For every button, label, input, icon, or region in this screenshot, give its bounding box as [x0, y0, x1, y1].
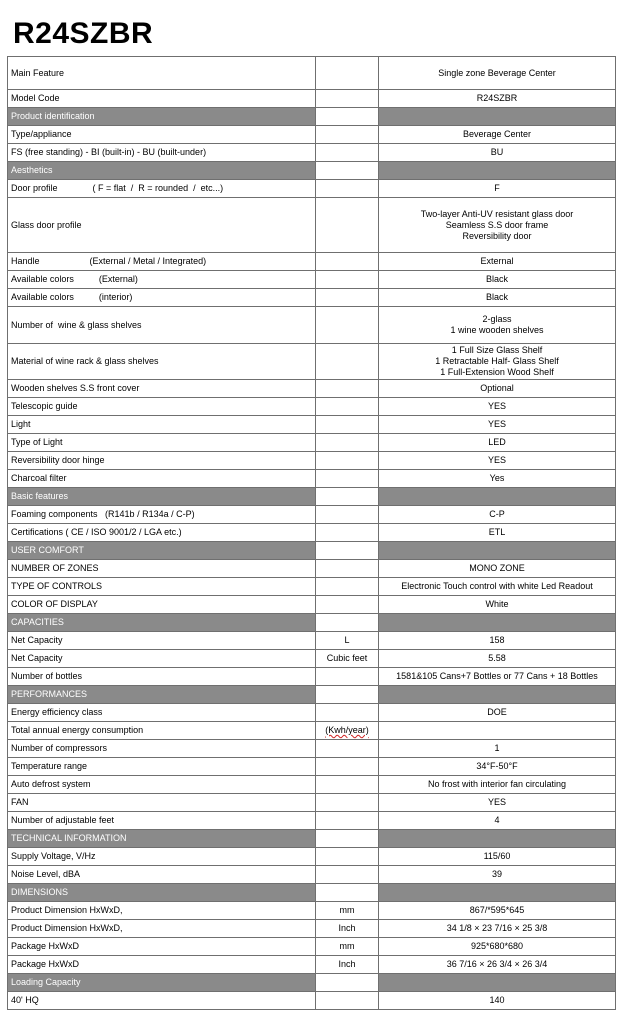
spec-unit — [316, 416, 379, 434]
spec-row — [8, 848, 616, 866]
spec-unit — [316, 866, 379, 884]
spec-value-line: 115/60 — [483, 851, 511, 861]
spec-unit — [316, 488, 379, 506]
spec-value-line: 36 7/16 × 26 3/4 × 26 3/4 — [446, 959, 548, 969]
spec-value-line: Electronic Touch control with white Led Readout — [401, 581, 593, 591]
spec-value-line: 34°F-50°F — [476, 761, 518, 771]
spec-unit — [316, 578, 379, 596]
spec-label: Number of wine & glass shelves — [8, 307, 316, 344]
spec-value — [379, 920, 616, 938]
spec-value — [379, 542, 616, 560]
spec-unit — [316, 650, 379, 668]
spec-value-line: F — [494, 183, 500, 193]
spec-value-line: Single zone Beverage Center — [438, 67, 556, 78]
spec-value-line: MONO ZONE — [469, 563, 525, 573]
spec-row — [8, 650, 616, 668]
spec-unit — [316, 632, 379, 650]
spec-value — [379, 812, 616, 830]
spec-row — [8, 90, 616, 108]
spec-row — [8, 398, 616, 416]
spec-value — [379, 614, 616, 632]
spec-value-line: Two-layer Anti-UV resistant glass door — [420, 208, 574, 219]
spec-value-line: DOE — [487, 707, 507, 717]
spec-value — [379, 794, 616, 812]
spec-value — [379, 398, 616, 416]
spec-label: Net Capacity — [8, 650, 316, 668]
spec-value-line: 5.58 — [488, 653, 506, 663]
spec-label: Main Feature — [8, 57, 316, 90]
spec-row — [8, 632, 616, 650]
spec-row — [8, 506, 616, 524]
spec-unit-text: mm — [339, 905, 355, 915]
spec-value — [379, 650, 616, 668]
spec-value-line: 867/*595*645 — [469, 905, 525, 915]
spec-label: Total annual energy consumption — [8, 722, 316, 740]
spec-label: 40' HQ — [8, 992, 316, 1010]
spec-unit — [316, 722, 379, 740]
spec-unit — [316, 956, 379, 974]
spec-value-line: 1 Full-Extension Wood Shelf — [440, 367, 554, 377]
spec-value — [379, 452, 616, 470]
spec-label: Package HxWxD — [8, 938, 316, 956]
spec-unit — [316, 938, 379, 956]
spec-value-line: BU — [490, 147, 504, 157]
spec-unit — [316, 920, 379, 938]
section-title: CAPACITIES — [8, 614, 316, 632]
spec-value — [379, 704, 616, 722]
spec-value — [379, 470, 616, 488]
spec-value-line: 4 — [494, 815, 500, 825]
spec-label: Type of Light — [8, 434, 316, 452]
spec-value — [379, 57, 616, 90]
section-title: Product identification — [8, 108, 316, 126]
spec-label: Telescopic guide — [8, 398, 316, 416]
spec-row — [8, 524, 616, 542]
spec-value-line: YES — [487, 455, 506, 465]
spec-table-body — [8, 57, 616, 1010]
spec-label: Light — [8, 416, 316, 434]
section-header-row — [8, 614, 616, 632]
spec-value — [379, 992, 616, 1010]
section-header-row — [8, 542, 616, 560]
spec-value — [379, 126, 616, 144]
section-header-row — [8, 488, 616, 506]
spec-unit — [316, 902, 379, 920]
spec-unit — [316, 289, 379, 307]
spec-unit — [316, 776, 379, 794]
spec-label: Number of compressors — [8, 740, 316, 758]
spec-value-line: External — [480, 256, 514, 266]
spec-value — [379, 180, 616, 198]
spec-value-line: 34 1/8 × 23 7/16 × 25 3/8 — [446, 923, 548, 933]
spec-unit — [316, 992, 379, 1010]
spec-value — [379, 740, 616, 758]
spec-row — [8, 722, 616, 740]
spec-value — [379, 938, 616, 956]
spec-value — [379, 884, 616, 902]
spec-value-line: Optional — [480, 383, 514, 393]
section-title: USER COMFORT — [8, 542, 316, 560]
spec-value — [379, 90, 616, 108]
section-title: DIMENSIONS — [8, 884, 316, 902]
section-header-row — [8, 974, 616, 992]
spec-value-line: Yes — [489, 473, 505, 483]
spec-value — [379, 416, 616, 434]
spec-value — [379, 866, 616, 884]
spec-label: NUMBER OF ZONES — [8, 560, 316, 578]
spec-row — [8, 198, 616, 253]
spec-unit-text: Inch — [338, 959, 356, 969]
spec-label: Product Dimension HxWxD, — [8, 920, 316, 938]
spec-unit — [316, 524, 379, 542]
spec-value-line: 2-glass — [482, 314, 512, 324]
spec-label: Glass door profile — [8, 198, 316, 253]
spec-unit — [316, 740, 379, 758]
spec-label: Available colors (External) — [8, 271, 316, 289]
spec-unit — [316, 126, 379, 144]
spec-unit — [316, 144, 379, 162]
spec-value-line: 158 — [489, 635, 505, 645]
spec-row — [8, 253, 616, 271]
spec-row — [8, 470, 616, 488]
spec-row — [8, 668, 616, 686]
spec-unit — [316, 57, 379, 90]
spec-value-line: Black — [485, 292, 508, 302]
spec-unit — [316, 307, 379, 344]
spec-row — [8, 740, 616, 758]
spec-value-line: 1 wine wooden shelves — [450, 325, 544, 335]
spec-row — [8, 866, 616, 884]
spec-value-line: YES — [487, 419, 506, 429]
page-title: R24SZBR — [13, 17, 154, 50]
spec-value — [379, 380, 616, 398]
spec-row — [8, 776, 616, 794]
spec-value — [379, 162, 616, 180]
spec-unit — [316, 596, 379, 614]
spec-value-line: Reversibility door — [462, 230, 532, 241]
spec-value-line: YES — [487, 401, 506, 411]
spec-row — [8, 956, 616, 974]
spec-row — [8, 144, 616, 162]
spec-unit — [316, 848, 379, 866]
spec-label: FS (free standing) - BI (built-in) - BU (built-under) — [8, 144, 316, 162]
spec-row — [8, 704, 616, 722]
spec-unit — [316, 253, 379, 271]
spec-label: Noise Level, dBA — [8, 866, 316, 884]
spec-unit — [316, 704, 379, 722]
spec-label: Handle (External / Metal / Integrated) — [8, 253, 316, 271]
spec-value — [379, 974, 616, 992]
spec-label: Wooden shelves S.S front cover — [8, 380, 316, 398]
spec-value-line: White — [485, 599, 509, 609]
spec-value — [379, 632, 616, 650]
spec-unit — [316, 198, 379, 253]
spec-value-line: Beverage Center — [462, 129, 532, 139]
spec-unit — [316, 470, 379, 488]
spec-unit — [316, 506, 379, 524]
spec-label: Type/appliance — [8, 126, 316, 144]
spec-row — [8, 758, 616, 776]
spec-label: Product Dimension HxWxD, — [8, 902, 316, 920]
spec-row — [8, 126, 616, 144]
spec-row — [8, 452, 616, 470]
spec-unit — [316, 884, 379, 902]
spec-label: Charcoal filter — [8, 470, 316, 488]
spec-value — [379, 848, 616, 866]
spec-value-line: 1 — [494, 743, 500, 753]
spec-value — [379, 686, 616, 704]
spec-unit — [316, 614, 379, 632]
spec-row — [8, 812, 616, 830]
spec-label: Certifications ( CE / ISO 9001/2 / LGA etc.) — [8, 524, 316, 542]
spec-value — [379, 271, 616, 289]
section-title: PERFORMANCES — [8, 686, 316, 704]
spec-value — [379, 902, 616, 920]
spec-value-line: Black — [485, 274, 508, 284]
spec-label: Material of wine rack & glass shelves — [8, 344, 316, 380]
spec-value-line: YES — [487, 797, 506, 807]
spec-table — [7, 56, 616, 1010]
spec-value — [379, 253, 616, 271]
spec-value — [379, 108, 616, 126]
spec-row — [8, 380, 616, 398]
section-header-row — [8, 884, 616, 902]
spec-value — [379, 488, 616, 506]
spec-label: FAN — [8, 794, 316, 812]
spec-unit — [316, 812, 379, 830]
spec-label: Reversibility door hinge — [8, 452, 316, 470]
spec-value — [379, 524, 616, 542]
spec-value-line: C-P — [489, 509, 505, 519]
spec-unit — [316, 434, 379, 452]
spec-label: Model Code — [8, 90, 316, 108]
spec-unit — [316, 974, 379, 992]
spec-value-line: 925*680*680 — [470, 941, 524, 951]
spec-value — [379, 758, 616, 776]
spec-value — [379, 722, 616, 740]
spec-label: Number of adjustable feet — [8, 812, 316, 830]
spec-row — [8, 344, 616, 380]
spec-unit — [316, 794, 379, 812]
spec-value-line: Seamless S.S door frame — [445, 219, 549, 230]
spec-row — [8, 794, 616, 812]
spec-label: Door profile ( F = flat / R = rounded / etc...) — [8, 180, 316, 198]
spec-label: Auto defrost system — [8, 776, 316, 794]
spec-unit — [316, 686, 379, 704]
spec-unit — [316, 271, 379, 289]
spec-label: Temperature range — [8, 758, 316, 776]
section-title: Aesthetics — [8, 162, 316, 180]
spec-label: Foaming components (R141b / R134a / C-P) — [8, 506, 316, 524]
spec-label: COLOR OF DISPLAY — [8, 596, 316, 614]
spec-label: Net Capacity — [8, 632, 316, 650]
spec-unit-text: L — [344, 635, 350, 645]
spec-row — [8, 434, 616, 452]
spec-row — [8, 560, 616, 578]
spec-unit — [316, 758, 379, 776]
section-header-row — [8, 830, 616, 848]
section-title: TECHNICAL INFORMATION — [8, 830, 316, 848]
spec-row — [8, 596, 616, 614]
section-title: Loading Capacity — [8, 974, 316, 992]
spec-value-line: R24SZBR — [476, 93, 518, 103]
spec-row — [8, 992, 616, 1010]
spec-value-line: 1 Retractable Half- Glass Shelf — [435, 356, 559, 366]
section-header-row — [8, 162, 616, 180]
spec-row — [8, 902, 616, 920]
spec-unit — [316, 560, 379, 578]
spec-label: Available colors (interior) — [8, 289, 316, 307]
spec-unit — [316, 180, 379, 198]
spec-value — [379, 307, 616, 344]
spec-unit-text: Inch — [338, 923, 356, 933]
spec-value — [379, 344, 616, 380]
spec-unit — [316, 108, 379, 126]
spec-value — [379, 578, 616, 596]
spec-unit — [316, 90, 379, 108]
spec-value-line: 1 Full Size Glass Shelf — [451, 345, 543, 355]
spec-row — [8, 920, 616, 938]
spec-value-line: ETL — [488, 527, 506, 537]
spec-unit — [316, 452, 379, 470]
spec-row — [8, 307, 616, 344]
spec-label: TYPE OF CONTROLS — [8, 578, 316, 596]
spec-value — [379, 596, 616, 614]
spec-unit-text: (Kwh/year) — [325, 725, 369, 735]
spec-value — [379, 560, 616, 578]
spec-row — [8, 180, 616, 198]
spec-value — [379, 434, 616, 452]
spec-unit-text: mm — [339, 941, 355, 951]
spec-value-line: 140 — [489, 995, 505, 1005]
spec-unit — [316, 668, 379, 686]
spec-value — [379, 668, 616, 686]
spec-value — [379, 289, 616, 307]
spec-unit — [316, 344, 379, 380]
spec-unit — [316, 542, 379, 560]
spec-value — [379, 506, 616, 524]
spec-label: Supply Voltage, V/Hz — [8, 848, 316, 866]
section-title: Basic features — [8, 488, 316, 506]
spec-value-line: No frost with interior fan circulating — [427, 779, 567, 789]
spec-label: Energy efficiency class — [8, 704, 316, 722]
section-header-row — [8, 686, 616, 704]
spec-row — [8, 271, 616, 289]
spec-label: Number of bottles — [8, 668, 316, 686]
spec-row — [8, 578, 616, 596]
spec-unit-text: Cubic feet — [326, 653, 368, 663]
section-header-row — [8, 108, 616, 126]
spec-unit — [316, 162, 379, 180]
spec-label: Package HxWxD — [8, 956, 316, 974]
spec-value-line: 39 — [491, 869, 502, 879]
spec-value-line: 1581&105 Cans+7 Bottles or 77 Cans + 18 Bottles — [396, 671, 598, 681]
spec-value — [379, 198, 616, 253]
spec-row — [8, 938, 616, 956]
spec-value — [379, 956, 616, 974]
spec-unit — [316, 380, 379, 398]
spec-row — [8, 57, 616, 90]
spec-unit — [316, 830, 379, 848]
spec-row — [8, 289, 616, 307]
spec-unit — [316, 398, 379, 416]
spec-value — [379, 776, 616, 794]
spec-value — [379, 830, 616, 848]
spec-row — [8, 416, 616, 434]
spec-value — [379, 144, 616, 162]
spec-value-line: LED — [488, 437, 506, 447]
